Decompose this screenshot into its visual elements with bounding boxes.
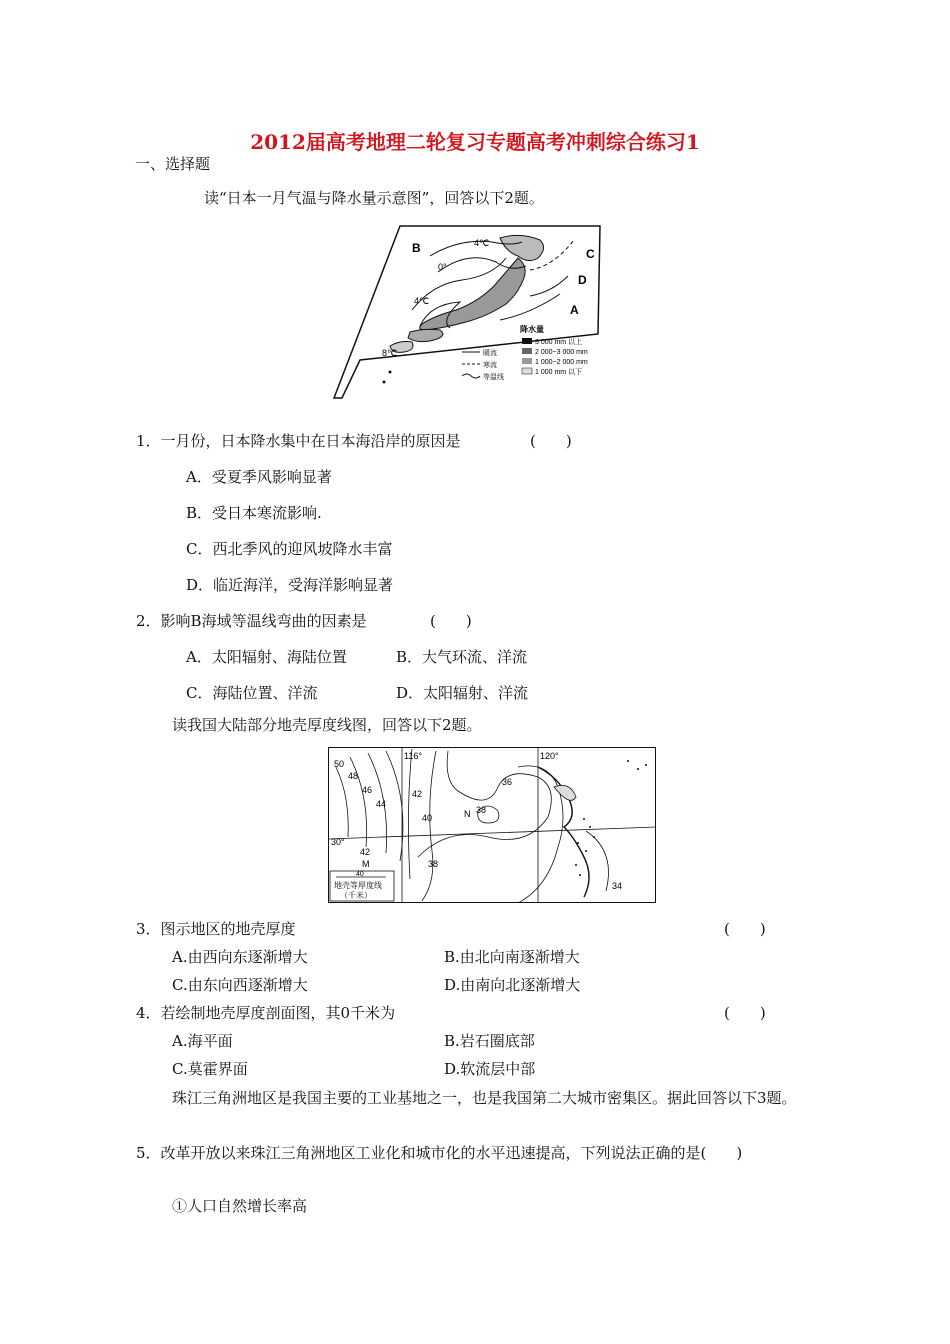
legend-precip-1: 3 000 mm 以上 bbox=[535, 339, 583, 346]
map2-contour-label: 38 bbox=[428, 859, 439, 869]
question-4-stem: 4．若绘制地壳厚度剖面图，其0千米为 bbox=[136, 1004, 396, 1022]
map1-isotherm-label: 4℃ bbox=[474, 238, 490, 248]
map1-isotherm-label: 8℃ bbox=[382, 348, 398, 358]
intro-text-2: 读我国大陆部分地壳厚度线图，回答以下2题。 bbox=[172, 716, 482, 734]
question-3-answer-paren: ( ) bbox=[724, 920, 766, 938]
crust-thickness-map bbox=[328, 747, 656, 903]
question-1-option-d[interactable]: D．临近海洋，受海洋影响显著 bbox=[186, 576, 394, 594]
legend-contour-name: 地壳等厚度线 bbox=[334, 881, 382, 890]
question-1-option-c[interactable]: C．西北季风的迎风坡降水丰富 bbox=[186, 540, 393, 558]
legend-contour-unit: （千米） bbox=[340, 891, 372, 900]
question-4-option-a[interactable]: A.海平面 bbox=[172, 1032, 233, 1050]
question-3-option-a[interactable]: A.由西向东逐渐增大 bbox=[172, 948, 308, 966]
legend-isotherm: 等温线 bbox=[483, 374, 504, 381]
question-4-option-b[interactable]: B.岩石圈底部 bbox=[444, 1032, 535, 1050]
map2-contour-label: 50 bbox=[334, 759, 345, 769]
question-1-option-b[interactable]: B．受日本寒流影响. bbox=[186, 504, 322, 522]
map2-contour-label: 40 bbox=[422, 813, 433, 823]
map2-legend bbox=[330, 871, 394, 901]
question-5-stem: 5．改革开放以来珠江三角洲地区工业化和城市化的水平迅速提高，下列说法正确的是( ) bbox=[136, 1144, 743, 1162]
japan-climate-map bbox=[330, 222, 630, 400]
legend-cold-current: 寒流 bbox=[483, 362, 497, 369]
question-3-stem: 3．图示地区的地壳厚度 bbox=[136, 920, 296, 938]
question-2-option-b[interactable]: B．大气环流、洋流 bbox=[396, 648, 528, 666]
question-2-stem: 2．影响B海域等温线弯曲的因素是 bbox=[136, 612, 367, 630]
map2-contour-label: 38 bbox=[476, 805, 487, 815]
map2-label-longitude-116: 116° bbox=[404, 751, 422, 761]
question-2-option-c[interactable]: C．海陆位置、洋流 bbox=[186, 684, 318, 702]
legend-contour-value: 40 bbox=[356, 871, 364, 878]
section-heading: 一、选择题 bbox=[135, 155, 211, 173]
map2-label-latitude-30: 30° bbox=[331, 837, 345, 847]
map2-contour-label: 36 bbox=[502, 777, 513, 787]
question-3-option-d[interactable]: D.由南向北逐渐增大 bbox=[444, 976, 581, 994]
question-4-answer-paren: ( ) bbox=[724, 1004, 766, 1022]
intro-text-1: 读“日本一月气温与降水量示意图”，回答以下2题。 bbox=[204, 189, 544, 207]
map1-isotherm-label: 0° bbox=[438, 262, 447, 272]
question-2-option-d[interactable]: D．太阳辐射、洋流 bbox=[396, 684, 529, 702]
legend-precip-4: 1 000 mm 以下 bbox=[535, 369, 583, 376]
map2-label-longitude-120: 120° bbox=[540, 751, 559, 761]
question-3-option-b[interactable]: B.由北向南逐渐增大 bbox=[444, 948, 580, 966]
map1-label-d: D bbox=[578, 273, 587, 287]
map1-label-b: B bbox=[412, 241, 421, 255]
legend-warm-current: 暖流 bbox=[483, 350, 497, 357]
map2-contour-label: 42 bbox=[412, 789, 423, 799]
map2-contour-label: 34 bbox=[612, 881, 623, 891]
document-title: 2012届高考地理二轮复习专题高考冲刺综合练习1 bbox=[250, 130, 700, 154]
question-2-option-a[interactable]: A．太阳辐射、海陆位置 bbox=[186, 648, 347, 666]
question-1-stem: 1．一月份，日本降水集中在日本海沿岸的原因是 bbox=[136, 432, 461, 450]
map1-label-a: A bbox=[570, 303, 579, 317]
legend-title: 降水量 bbox=[520, 325, 544, 334]
map2-contour-label: 42 bbox=[360, 847, 371, 857]
legend-precip-3: 1 000~2 000 mm bbox=[535, 359, 588, 366]
map1-isotherm-label: 4℃ bbox=[414, 296, 430, 306]
map2-contour-label: 46 bbox=[362, 785, 373, 795]
question-1-answer-paren: ( ) bbox=[530, 432, 572, 450]
question-1-option-a[interactable]: A．受夏季风影响显著 bbox=[186, 468, 332, 486]
question-4-option-d[interactable]: D.软流层中部 bbox=[444, 1060, 536, 1078]
question-3-option-c[interactable]: C.由东向西逐渐增大 bbox=[172, 976, 308, 994]
map2-contour-label: 48 bbox=[348, 771, 359, 781]
question-2-answer-paren: ( ) bbox=[430, 612, 472, 630]
map2-contour-label: 44 bbox=[376, 799, 387, 809]
question-5-statement-1[interactable]: ①人口自然增长率高 bbox=[172, 1197, 308, 1215]
legend-precip-2: 2 000~3 000 mm bbox=[535, 349, 588, 356]
intro-text-3: 珠江三角洲地区是我国主要的工业基地之一，也是我国第二大城市密集区。据此回答以下3题。 bbox=[172, 1089, 797, 1107]
map2-point-n: N bbox=[464, 809, 471, 819]
question-4-option-c[interactable]: C.莫霍界面 bbox=[172, 1060, 248, 1078]
map1-label-c: C bbox=[586, 247, 595, 261]
map2-point-m: M bbox=[362, 859, 370, 869]
